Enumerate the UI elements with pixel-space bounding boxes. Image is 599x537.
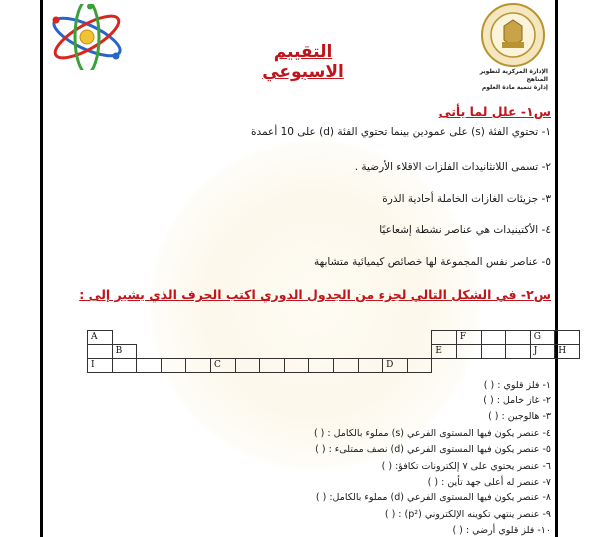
q2-heading: س٢- في الشكل التالي لجزء من الجدول الدوري اكتب الحرف الذي يشير إلى :: [79, 287, 551, 302]
pt-cell: [210, 345, 235, 359]
pt-cell: [432, 359, 457, 373]
pt-cell-G: G: [530, 331, 555, 345]
pt-cell: [506, 359, 531, 373]
q2-item-8: ٨- عنصر يكون فيها المستوى الفرعي (d) مملوء بالكامل: ( ): [315, 492, 551, 503]
q1-item-1: ١- تحتوي الفئة (s) على عمودين بينما تحتوي الفئة (d) على 10 أعمدة: [250, 126, 551, 138]
pt-cell: [137, 345, 162, 359]
pt-cell: [284, 331, 309, 345]
q1-item-5: ٥- عناصر نفس المجموعة لها خصائص كيميائية متشابهة: [313, 256, 551, 268]
q2-item-4: ٤- عنصر يكون فيها المستوى الفرعي (s) مملوء بالكامل : ( ): [313, 428, 551, 439]
pt-cell: [112, 359, 137, 373]
pt-cell: [112, 317, 137, 331]
pt-cell: [161, 359, 186, 373]
pt-cell-C: C: [210, 359, 235, 373]
pt-cell: [260, 331, 285, 345]
pt-cell: [333, 359, 358, 373]
q1-item-4: ٤- الأكتينيدات هي عناصر نشطة إشعاعيًا: [379, 224, 551, 236]
pt-cell: [235, 359, 260, 373]
pt-cell-B: B: [112, 345, 137, 359]
pt-cell-H: H: [555, 345, 580, 359]
q2-item-2: ٢- غاز خامل : ( ): [483, 395, 551, 406]
pt-cell: [383, 331, 408, 345]
q2-item-5: ٥- عنصر يكون فيها المستوى الفرعي (d) نصف ممتلىء : ( ): [315, 444, 551, 455]
pt-cell: [358, 317, 383, 331]
page-title: التقييم الاسبوعي: [262, 42, 344, 82]
pt-cell: [555, 331, 580, 345]
pt-cell: [506, 331, 531, 345]
q2-item-1: ١- فلز قلوي : ( ): [483, 380, 551, 391]
pt-cell: [186, 345, 211, 359]
pt-cell: [358, 345, 383, 359]
pt-cell: [284, 345, 309, 359]
pt-cell: [481, 331, 506, 345]
q2-item-7: ٧- عنصر له أعلى جهد تأين : ( ): [427, 477, 551, 488]
ministry-line-1: الإدارة المركزية لتطوير المناهج: [479, 68, 548, 83]
pt-cell: [137, 359, 162, 373]
pt-cell: [235, 345, 260, 359]
pt-cell: [137, 317, 162, 331]
pt-cell: [186, 359, 211, 373]
q1-item-2: ٢- تسمى اللانثانيدات الفلزات الاقلاء الأرضية .: [354, 161, 551, 173]
pt-cell-F: F: [456, 331, 481, 345]
pt-cell: [407, 331, 432, 345]
atom-logo-icon: [46, 4, 128, 70]
pt-cell: [309, 345, 334, 359]
pt-cell: [284, 317, 309, 331]
q2-item-10: ١٠- فلز قلوي أرضي : ( ): [452, 525, 551, 536]
pt-cell: [88, 345, 113, 359]
pt-cell: [456, 359, 481, 373]
pt-cell-D: D: [383, 359, 408, 373]
pt-cell-J: J: [530, 345, 555, 359]
pt-cell: [260, 345, 285, 359]
pt-cell-A: A: [88, 331, 113, 345]
ministry-text: [468, 68, 548, 92]
pt-cell: [432, 331, 457, 345]
ministry-seal-icon: [480, 2, 546, 68]
pt-cell: [530, 359, 555, 373]
pt-cell: [456, 317, 481, 331]
pt-cell: [260, 317, 285, 331]
pt-cell: [309, 331, 334, 345]
pt-cell: [506, 345, 531, 359]
pt-cell: [284, 359, 309, 373]
pt-cell: [309, 359, 334, 373]
pt-cell: [186, 331, 211, 345]
pt-cell: [481, 359, 506, 373]
pt-cell: [333, 317, 358, 331]
pt-cell: [407, 359, 432, 373]
pt-cell-I: I: [88, 359, 113, 373]
page-border-left: [40, 0, 43, 537]
q2-item-3: ٣- هالوجين : ( ): [488, 411, 551, 422]
pt-cell: [383, 345, 408, 359]
pt-cell: [481, 317, 506, 331]
q2-item-6: ٦- عنصر يحتوي على ٧ إلكترونات تكافؤ: ( ): [381, 461, 551, 472]
watermark-seal: [150, 140, 480, 470]
pt-cell: [333, 345, 358, 359]
pt-cell: [235, 317, 260, 331]
pt-cell: [506, 317, 531, 331]
pt-cell: [161, 331, 186, 345]
pt-cell: [432, 317, 457, 331]
pt-cell: [260, 359, 285, 373]
pt-cell: [407, 345, 432, 359]
q1-heading: س١- علل لما يأتى: [438, 104, 551, 119]
pt-cell: [555, 317, 580, 331]
periodic-table-fragment: [87, 317, 580, 373]
pt-cell: [358, 359, 383, 373]
pt-cell: [530, 317, 555, 331]
pt-cell: [481, 345, 506, 359]
pt-cell: [333, 331, 358, 345]
pt-cell: [555, 359, 580, 373]
pt-cell: [235, 331, 260, 345]
pt-cell: [186, 317, 211, 331]
pt-cell: [88, 317, 113, 331]
pt-cell: [210, 317, 235, 331]
pt-cell: [161, 345, 186, 359]
ministry-line-2: إدارة تنمية مادة العلوم: [481, 84, 548, 91]
pt-cell: [137, 331, 162, 345]
pt-cell: [112, 331, 137, 345]
q2-item-9: ٩- عنصر ينتهي تكوينه الإلكتروني (p²) : ( ): [384, 509, 551, 520]
page-border-right: [555, 0, 558, 537]
q1-item-3: ٣- جزيئات الغازات الخاملة أحادية الذرة: [382, 193, 551, 205]
pt-cell: [358, 331, 383, 345]
pt-cell: [383, 317, 408, 331]
pt-cell: [309, 317, 334, 331]
pt-cell: [210, 331, 235, 345]
pt-cell: [456, 345, 481, 359]
pt-cell: [161, 317, 186, 331]
pt-cell-E: E: [432, 345, 457, 359]
pt-cell: [407, 317, 432, 331]
